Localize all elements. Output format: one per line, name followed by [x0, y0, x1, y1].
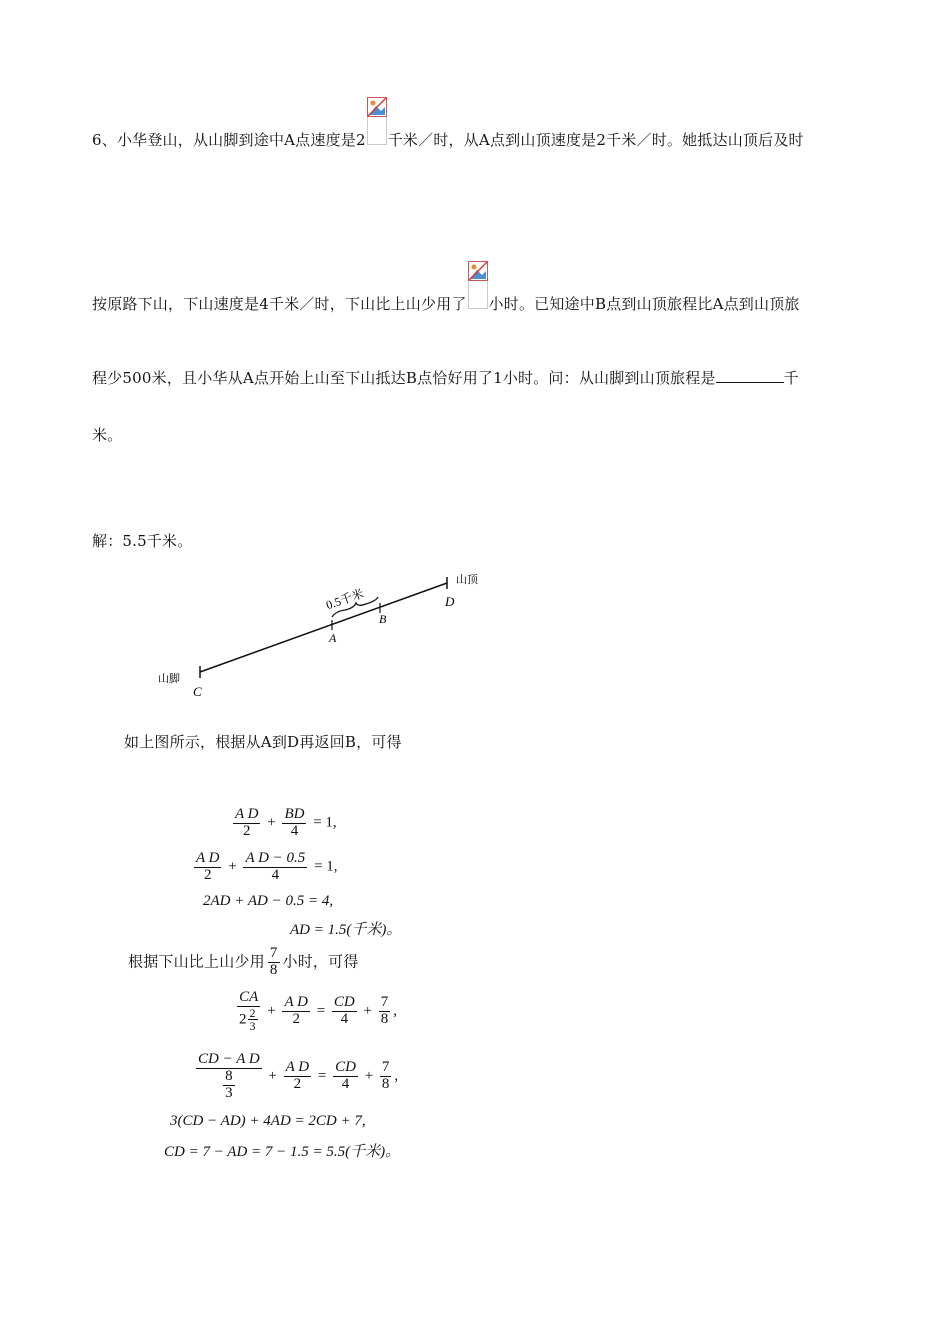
numerator: BD [284, 806, 305, 822]
equation-rhs: = 1, [314, 858, 338, 875]
fraction [332, 995, 357, 1028]
denominator: 8 [380, 1010, 389, 1027]
denominator: 3 [249, 1019, 256, 1034]
equation-5 [234, 990, 397, 1033]
equation-7 [170, 1113, 366, 1130]
fraction [380, 1060, 392, 1093]
numerator: CA [239, 989, 259, 1005]
numerator: A D [284, 994, 308, 1011]
operator: + [364, 1068, 374, 1085]
equation-4 [290, 918, 401, 939]
problem-line-1 [92, 97, 804, 150]
denominator: 8 [381, 1076, 390, 1093]
solution-intro [124, 731, 402, 752]
equation-6 [193, 1052, 398, 1101]
solution-text: 根据下山比上山少用 [128, 952, 265, 971]
operator: + [267, 814, 276, 831]
mixed-denominator [237, 1007, 261, 1033]
operator: = [316, 1002, 326, 1019]
equation-rhs: = 1, [313, 814, 337, 831]
denominator: 3 [225, 1084, 233, 1101]
fraction [243, 851, 307, 884]
problem-text: 程少500米，且小华从A点开始上山至下山抵达B点恰好用了1小时。问：从山脚到山顶旅程是 [92, 369, 716, 387]
answer-blank [716, 381, 784, 383]
denominator: 4 [271, 866, 280, 883]
equation-3 [203, 893, 333, 910]
point-a: A [329, 631, 337, 645]
fraction [333, 1060, 358, 1093]
equation-2 [191, 851, 338, 884]
fraction-7-8 [268, 946, 280, 979]
numerator: A D [196, 850, 220, 866]
problem-text: 6、小华登山，从山脚到途中A点速度是2 [92, 131, 366, 149]
problem-text: 小时。已知途中B点到山顶旅程比A点到山顶旅 [488, 295, 800, 313]
problem-line-2 [92, 261, 800, 314]
numerator: A D − 0.5 [245, 850, 306, 866]
fraction [282, 995, 309, 1028]
numerator: 7 [381, 1059, 390, 1076]
fraction [379, 995, 391, 1028]
point-c: C [193, 684, 202, 699]
equation-text: CD = 7 − AD = 7 − 1.5 = 5.5(千米)。 [164, 1144, 401, 1160]
point-b: B [379, 612, 387, 626]
mountain-path-diagram [150, 565, 510, 705]
numerator: 7 [269, 945, 278, 961]
equation-text: 2AD + AD − 0.5 = 4, [203, 893, 334, 909]
equation-text: AD = 1.5(千米)。 [290, 922, 402, 938]
label-top: 山顶 [456, 573, 478, 586]
compound-denominator [221, 1069, 237, 1102]
fraction [237, 990, 261, 1033]
broken-image-icon [468, 261, 488, 309]
denominator-whole: 2 [239, 1011, 247, 1028]
operator: + [228, 858, 237, 875]
operator: + [363, 1002, 372, 1019]
fraction [194, 851, 221, 884]
operator: + [268, 1068, 277, 1085]
fraction [233, 807, 260, 840]
answer-text: 解：5.5千米。 [92, 532, 193, 550]
problem-line-4 [92, 424, 122, 445]
denominator: 2 [292, 1010, 300, 1027]
numerator: 2 [249, 1005, 256, 1020]
punctuation: , [393, 1002, 397, 1019]
denominator: 4 [341, 1076, 350, 1093]
denominator: 2 [293, 1076, 302, 1093]
numerator: A D [285, 1059, 310, 1076]
problem-text: 按原路下山，下山速度是4千米／时，下山比上山少用了 [92, 295, 467, 313]
label-foot: 山脚 [158, 672, 180, 685]
solution-text: 如上图所示，根据从A到D再返回B，可得 [124, 733, 402, 751]
punctuation: , [394, 1068, 399, 1085]
equation-8 [164, 1140, 400, 1161]
solution-answer [92, 530, 192, 551]
denominator: 2 [203, 866, 212, 883]
denominator: 2 [242, 822, 251, 839]
numerator: 7 [380, 994, 389, 1011]
broken-image-icon [367, 97, 387, 145]
problem-text: 千米／时，从A点到山顶速度是2千米／时。她抵达山顶后及时 [387, 131, 804, 149]
fraction [196, 1052, 262, 1101]
operator: = [317, 1068, 327, 1085]
denominator: 8 [269, 961, 278, 978]
numerator: CD − A D [198, 1051, 260, 1067]
fraction [282, 807, 306, 840]
equation-text: 3(CD − AD) + 4AD = 2CD + 7, [170, 1113, 366, 1129]
path-line [200, 583, 447, 672]
fraction [284, 1060, 311, 1093]
numerator: 8 [225, 1067, 233, 1084]
problem-text: 米。 [92, 426, 123, 444]
point-d: D [445, 594, 455, 609]
numerator: A D [235, 806, 259, 822]
fraction [223, 1069, 235, 1102]
segment-label: 0.5千米 [324, 586, 366, 613]
solution-text: 小时，可得 [282, 952, 359, 971]
operator: + [267, 1002, 276, 1019]
fraction [248, 1007, 258, 1033]
problem-line-3 [92, 367, 799, 388]
numerator: CD [333, 994, 355, 1011]
denominator: 4 [340, 1010, 349, 1027]
equation-1 [230, 807, 337, 840]
solution-mid [128, 946, 359, 979]
numerator: CD [335, 1059, 356, 1076]
denominator: 4 [290, 822, 299, 839]
problem-text: 千 [783, 369, 799, 387]
